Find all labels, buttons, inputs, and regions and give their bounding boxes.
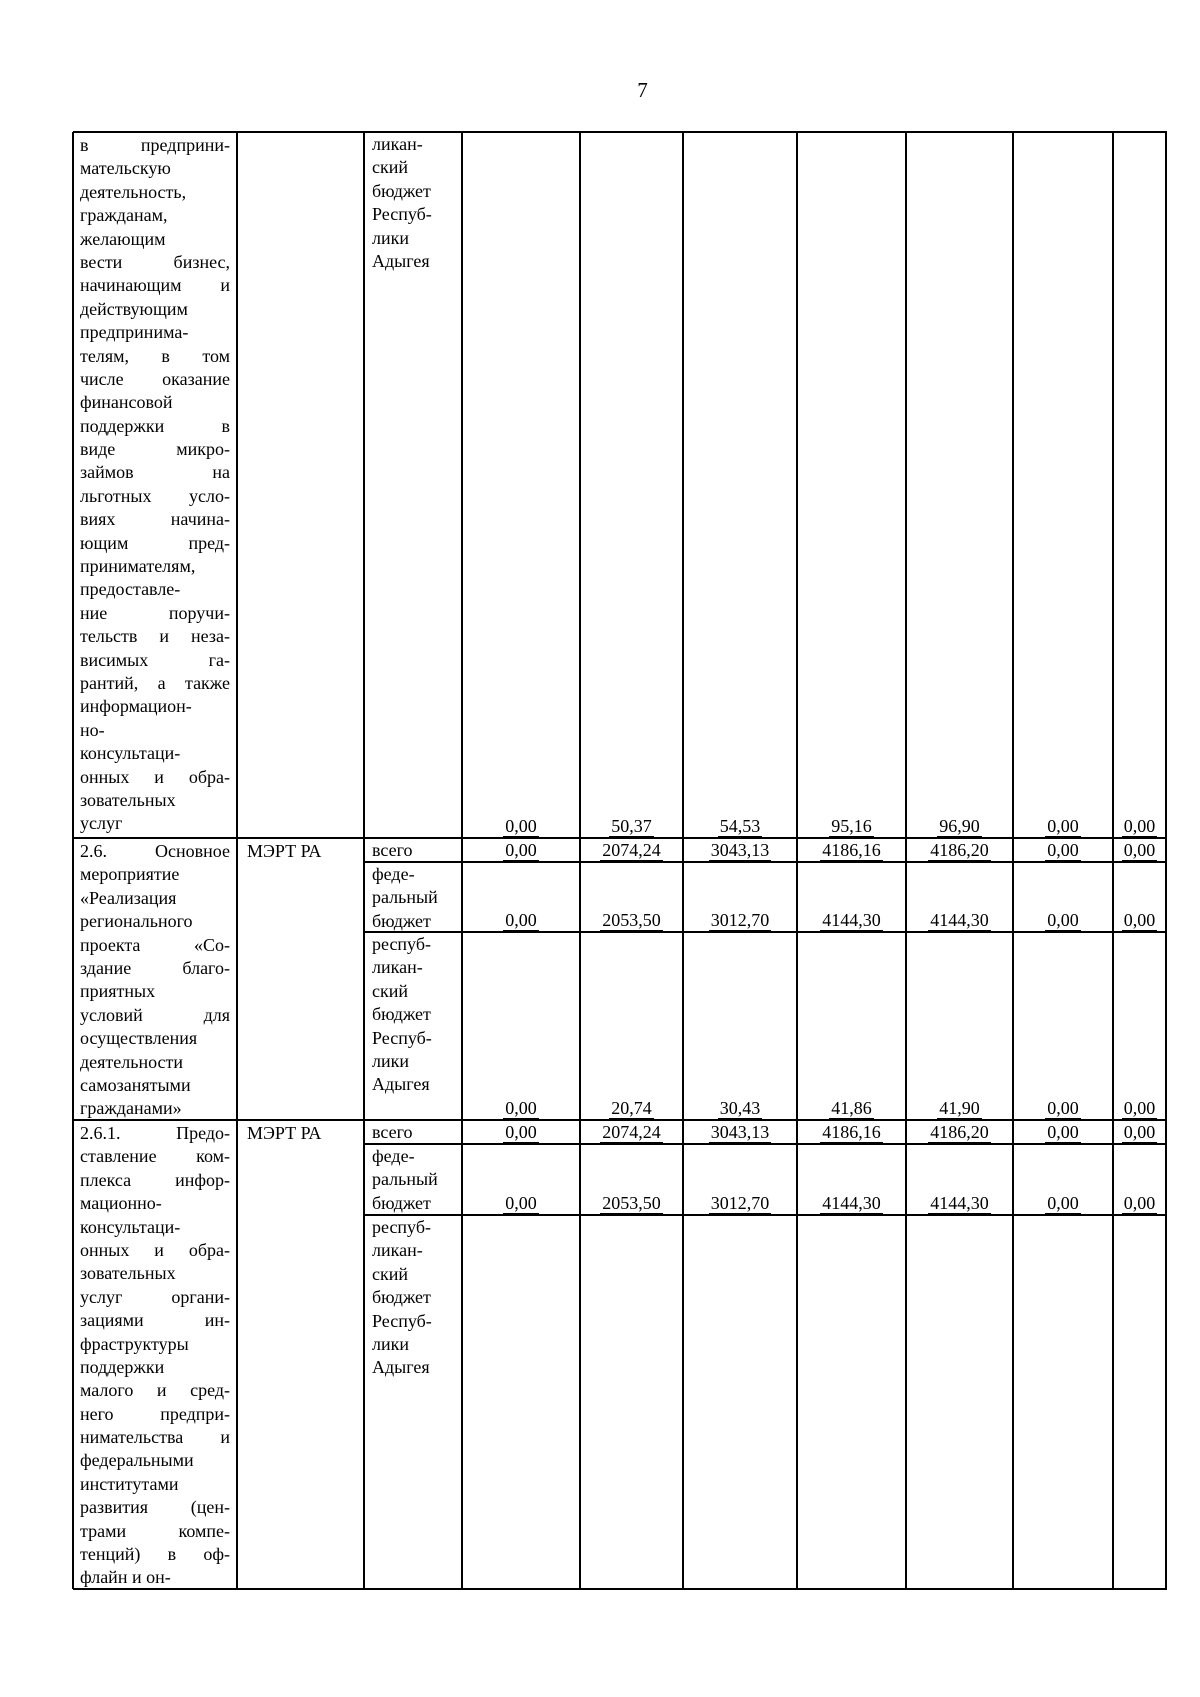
table-horizontal-rule [73, 131, 1167, 133]
budget-value [797, 909, 906, 932]
measure-name-line: регионального [80, 911, 193, 932]
funding-source [372, 839, 458, 862]
budget-value-text: 41,90 [939, 1098, 980, 1118]
funding-source [372, 1145, 458, 1215]
budget-value [580, 1097, 683, 1120]
measure-name-line: начинающим и [80, 275, 230, 296]
funding-source-line: бюджет [372, 910, 431, 931]
funding-source-line: лики [372, 1050, 409, 1071]
budget-value-text: 20,74 [611, 1098, 652, 1118]
budget-value [683, 1192, 797, 1215]
budget-value [1013, 1097, 1113, 1120]
budget-value [906, 1192, 1013, 1215]
funding-source-line: бюджет [372, 180, 431, 201]
budget-value [683, 815, 797, 838]
measure-name-line: гражданам, [80, 205, 168, 226]
measure-name-line: предоставле- [80, 579, 181, 600]
funding-source-line: респуб- [372, 934, 431, 954]
measure-name-line: ющим пред- [80, 532, 230, 553]
budget-value [906, 1097, 1013, 1120]
table-horizontal-rule [364, 861, 1167, 863]
measure-name-line: услуг органи- [80, 1286, 230, 1307]
budget-value-text: 54,53 [719, 816, 761, 836]
budget-value [1013, 1121, 1113, 1144]
funding-source-line: ский [372, 980, 408, 1001]
table-vertical-rule [236, 132, 238, 1589]
funding-source-line: бюджет [372, 1287, 431, 1308]
page-number: 7 [637, 78, 648, 102]
budget-value [462, 909, 580, 932]
budget-value-text: 0,00 [1047, 910, 1079, 930]
budget-value [1113, 1097, 1166, 1120]
budget-value-text: 0,00 [1047, 840, 1079, 860]
funding-source-line: Респуб- [372, 204, 432, 225]
measure-name-line: рантий, а также [80, 672, 230, 693]
budget-value-text: 0,00 [1123, 816, 1156, 836]
measure-name-line: ние поручи- [80, 602, 230, 623]
table-horizontal-rule [364, 1143, 1167, 1145]
budget-value [580, 815, 683, 838]
budget-value-text: 4186,20 [930, 840, 989, 860]
budget-value-text: 0,00 [1123, 1193, 1156, 1213]
measure-name-line: фраструктуры [80, 1333, 189, 1354]
budget-value [1013, 839, 1113, 862]
measure-name-line: виях начина- [80, 509, 230, 530]
budget-value-text: 0,00 [505, 910, 537, 930]
executor: МЭРТ РА [247, 1123, 322, 1143]
budget-value-text: 0,00 [1123, 1122, 1156, 1142]
budget-value [580, 1121, 683, 1144]
budget-value [462, 1192, 580, 1215]
budget-value-text: 96,90 [939, 816, 980, 836]
budget-value [797, 1097, 906, 1120]
measure-name-line: здание благо- [80, 957, 230, 978]
budget-value-text: 4144,30 [822, 910, 881, 930]
budget-value [1113, 909, 1166, 932]
measure-name-line: деятельности [80, 1051, 184, 1072]
funding-source-line: ликан- [372, 134, 423, 154]
funding-source-line: лики [372, 1333, 409, 1354]
funding-source-line: Респуб- [372, 1310, 432, 1331]
measure-name-line: виде микро- [80, 439, 230, 460]
table-horizontal-rule [364, 931, 1167, 933]
table-horizontal-rule [73, 1588, 1167, 1590]
budget-value-text: 3043,13 [710, 1122, 770, 1142]
table-horizontal-rule [364, 1214, 1167, 1216]
measure-name-line: онных и обра- [80, 766, 230, 787]
measure-name-line: онных и обра- [80, 1239, 230, 1260]
budget-value-text: 0,00 [1047, 1098, 1079, 1118]
budget-value-text: 4144,30 [822, 1193, 881, 1213]
measure-name [80, 134, 230, 836]
budget-value [1013, 815, 1113, 838]
funding-source-line: Респуб- [372, 1027, 432, 1048]
measure-name-line: институтами [80, 1473, 179, 1494]
funding-source-line: Адыгея [372, 1074, 430, 1095]
measure-name-line: малого и сред- [80, 1380, 230, 1401]
budget-value [683, 1121, 797, 1144]
budget-value-text: 3043,13 [710, 840, 770, 860]
budget-value [1013, 909, 1113, 932]
budget-value-text: 95,16 [831, 816, 872, 836]
budget-value [797, 1192, 906, 1215]
measure-name-line: услуг [80, 813, 123, 834]
budget-value [1113, 1121, 1166, 1144]
budget-value-text: 0,00 [1047, 1122, 1079, 1142]
measure-name-line: трами компе- [80, 1520, 230, 1541]
measure-name-line: проекта «Со- [80, 934, 230, 955]
measure-name-line: в предприни- [80, 135, 230, 155]
funding-source-line: ральный [372, 887, 438, 908]
measure-name-line: гражданами» [80, 1098, 182, 1119]
measure-name-line: «Реализация [80, 887, 177, 908]
measure-name-line: тельств и неза- [80, 626, 230, 647]
funding-source [372, 1121, 458, 1144]
budget-value [462, 815, 580, 838]
funding-source [372, 933, 458, 1097]
measure-name-line: желающим [80, 228, 166, 249]
budget-value [1113, 1192, 1166, 1215]
budget-value [683, 909, 797, 932]
measure-name-line: финансовой [80, 392, 173, 413]
budget-value-text: 2074,24 [602, 1122, 661, 1142]
measure-name-line: вести бизнес, [80, 251, 230, 272]
budget-value-text: 0,00 [1123, 1098, 1156, 1118]
measure-name-line: ставление ком- [80, 1146, 230, 1167]
budget-value [580, 909, 683, 932]
measure-name-line: приятных [80, 981, 156, 1002]
budget-value-text: 0,00 [505, 840, 537, 860]
measure-name-line: деятельность, [80, 181, 187, 202]
measure-name-line: 2.6.1. Предо- [80, 1123, 230, 1143]
measure-name-line: самозанятыми [80, 1074, 191, 1095]
budget-value-text: 30,43 [719, 1098, 761, 1118]
budget-value-text: 4186,16 [822, 1122, 881, 1142]
measure-name-line: мероприятие [80, 864, 180, 885]
funding-source-line: лики [372, 227, 409, 248]
budget-value-text: 2053,50 [602, 910, 661, 930]
measure-name-line: числе оказание [80, 368, 230, 389]
measure-name-line: федеральными [80, 1450, 194, 1471]
budget-value-text: 0,00 [1123, 840, 1156, 860]
measure-name-line: поддержки в [80, 415, 230, 436]
measure-name-line: консультаци- [80, 743, 181, 764]
budget-value [797, 839, 906, 862]
budget-value [1113, 815, 1166, 838]
measure-name-line: плекса инфор- [80, 1169, 230, 1190]
budget-value [580, 839, 683, 862]
measure-name-line: поддержки [80, 1356, 165, 1377]
budget-value-text: 4144,30 [930, 1193, 989, 1213]
budget-value-text: 0,00 [505, 1193, 537, 1213]
budget-value-text: 2074,24 [602, 840, 661, 860]
funding-source [372, 1216, 458, 1380]
measure-name-line: консультаци- [80, 1216, 181, 1237]
funding-source-line: ликан- [372, 957, 423, 978]
budget-value-text: 50,37 [611, 816, 652, 836]
budget-value-text: 3012,70 [710, 1193, 770, 1213]
budget-value-text: 4186,16 [822, 840, 881, 860]
measure-name-line: флайн и он- [80, 1567, 171, 1588]
budget-value [683, 839, 797, 862]
measure-name-line: мационно- [80, 1193, 162, 1214]
funding-source-line: респуб- [372, 1217, 431, 1237]
budget-value [683, 1097, 797, 1120]
measure-name-line: но- [80, 719, 105, 740]
funding-source-line: ский [372, 1263, 408, 1284]
budget-value-text: 0,00 [505, 1122, 537, 1142]
budget-value [1013, 1192, 1113, 1215]
measure-name-line: него предпри- [80, 1403, 230, 1424]
budget-value [797, 1121, 906, 1144]
measure-name-line: осуществления [80, 1028, 198, 1049]
budget-value [462, 839, 580, 862]
funding-source-line: феде- [372, 1146, 415, 1166]
measure-name-line: зовательных [80, 789, 176, 810]
funding-source [372, 863, 458, 933]
budget-value-text: 0,00 [505, 1098, 537, 1118]
budget-value [906, 1121, 1013, 1144]
budget-value [580, 1192, 683, 1215]
measure-name [80, 1122, 230, 1590]
budget-value-text: 3012,70 [710, 910, 770, 930]
measure-name [80, 840, 230, 1121]
table-vertical-rule [72, 132, 74, 1589]
funding-source-line: бюджет [372, 1004, 431, 1025]
measure-name-line: 2.6. Основное [80, 841, 230, 861]
budget-value-text: 2053,50 [602, 1193, 661, 1213]
budget-value [797, 815, 906, 838]
measure-name-line: информацион- [80, 696, 192, 717]
measure-name-line: мательскую [80, 158, 171, 179]
budget-value-text: 0,00 [1047, 816, 1079, 836]
budget-value-text: 4144,30 [930, 910, 989, 930]
measure-name-line: зациями ин- [80, 1310, 230, 1331]
budget-value [906, 839, 1013, 862]
measure-name-line: развития (цен- [80, 1497, 230, 1518]
budget-value [906, 815, 1013, 838]
funding-source-line: ральный [372, 1169, 438, 1190]
budget-value-text: 0,00 [1047, 1193, 1079, 1213]
measure-name-line: льготных усло- [80, 485, 230, 506]
budget-value-text: 4186,20 [930, 1122, 989, 1142]
measure-name-line: телям, в том [80, 345, 230, 366]
measure-name-line: займов на [80, 462, 230, 483]
measure-name-line: предпринима- [80, 322, 189, 343]
funding-source-line: всего [372, 840, 413, 860]
budget-value-text: 41,86 [831, 1098, 872, 1118]
funding-source-line: бюджет [372, 1192, 431, 1213]
budget-value [906, 909, 1013, 932]
budget-value [462, 1097, 580, 1120]
funding-source-line: ликан- [372, 1240, 423, 1261]
funding-source [372, 133, 458, 273]
measure-name-line: действующим [80, 298, 188, 319]
funding-source-line: всего [372, 1122, 413, 1142]
funding-source-line: Адыгея [372, 250, 430, 271]
budget-value-text: 0,00 [505, 816, 537, 836]
budget-value [1113, 839, 1166, 862]
budget-value [462, 1121, 580, 1144]
funding-source-line: Адыгея [372, 1357, 430, 1378]
measure-name-line: висимых га- [80, 649, 230, 670]
measure-name-line: нимательства и [80, 1427, 230, 1448]
funding-source-line: феде- [372, 864, 415, 884]
measure-name-line: принимателям, [80, 556, 196, 577]
executor: МЭРТ РА [247, 841, 322, 861]
budget-value-text: 0,00 [1123, 910, 1156, 930]
measure-name-line: тенций) в оф- [80, 1544, 230, 1565]
funding-source-line: ский [372, 157, 408, 178]
measure-name-line: зовательных [80, 1263, 176, 1284]
measure-name-line: условий для [80, 1004, 230, 1025]
